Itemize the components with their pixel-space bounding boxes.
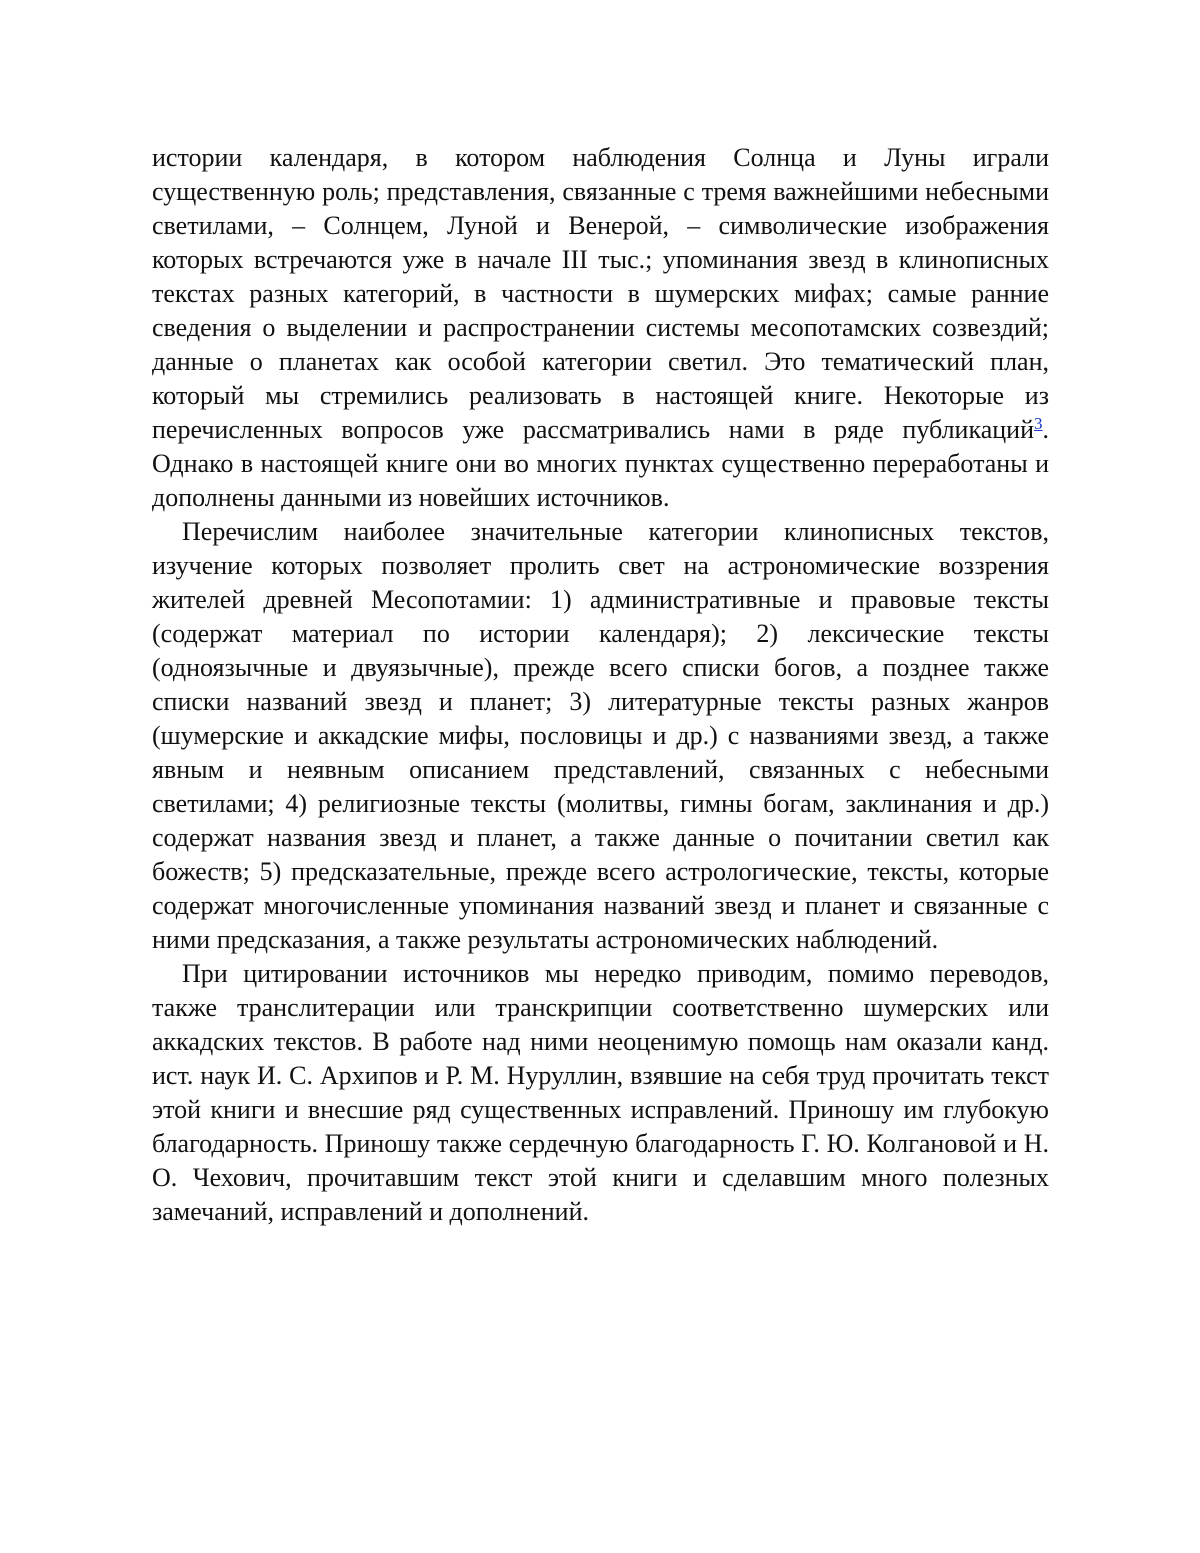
paragraph-1-text: истории календаря, в котором наблюдения Солнца и Луны играли существенную роль; представления, связанные с тремя важнейшими небесными светилами, – Солнцем, Луной и Венерой, – символические изображения которых встречаются уже в начале III тыс.; упоминания звезд в клинописных текстах разных категорий, в частности в шумерских мифах; самые ранние сведения о выделении и распространении системы месопотамских созвездий; данные о планетах как особой категории светил. Это тематический план, который мы стремились реализовать в настоящей книге. Некоторые из перечисленных вопросов уже рассматривались нами в ряде публикаций xyxy=(152,143,1049,444)
paragraph-3: При цитировании источников мы нередко приводим, помимо переводов, также транслитерации или транскрипции соответственно шумерских или аккадских текстов. В работе над ними неоценимую помощь нам оказали канд. ист. наук И. С. Архипов и Р. М. Нуруллин, взявшие на себя труд прочитать текст этой книги и внесшие ряд существенных исправлений. Приношу им глубокую благодарность. Приношу также сердечную благодарность Г. Ю. Колгановой и Н. О. Чехович, прочитавшим текст этой книги и сделавшим много полезных замечаний, исправлений и дополнений. xyxy=(152,959,1049,1226)
footnote-link-3[interactable]: 3 xyxy=(1034,414,1043,433)
paragraph-1 xyxy=(152,141,1049,515)
paragraph-2: Перечислим наиболее значительные категории клинописных текстов, изучение которых позволяет пролить свет на астрономические воззрения жителей древней Месопотамии: 1) административные и правовые тексты (содержат материал по истории календаря); 2) лексические тексты (одноязычные и двуязычные), прежде всего списки богов, а позднее также списки названий звезд и планет; 3) литературные тексты разных жанров (шумерские и аккадские мифы, пословицы и др.) с названиями звезд, а также явным и неявным описанием представлений, связанных с небесными светилами; 4) религиозные тексты (молитвы, гимны богам, заклинания и др.) содержат названия звезд и планет, а также данные о почитании светил как божеств; 5) предсказательные, прежде всего астрологические, тексты, которые содержат многочисленные упоминания названий звезд и планет и связанные с ними предсказания, а также результаты астрономических наблюдений. xyxy=(152,517,1049,954)
document-page xyxy=(152,141,1049,1229)
paragraph-1-text-continued: . Однако в настоящей книге они во многих пунктах существенно переработаны и дополнены данными из новейших источников. xyxy=(152,415,1049,512)
